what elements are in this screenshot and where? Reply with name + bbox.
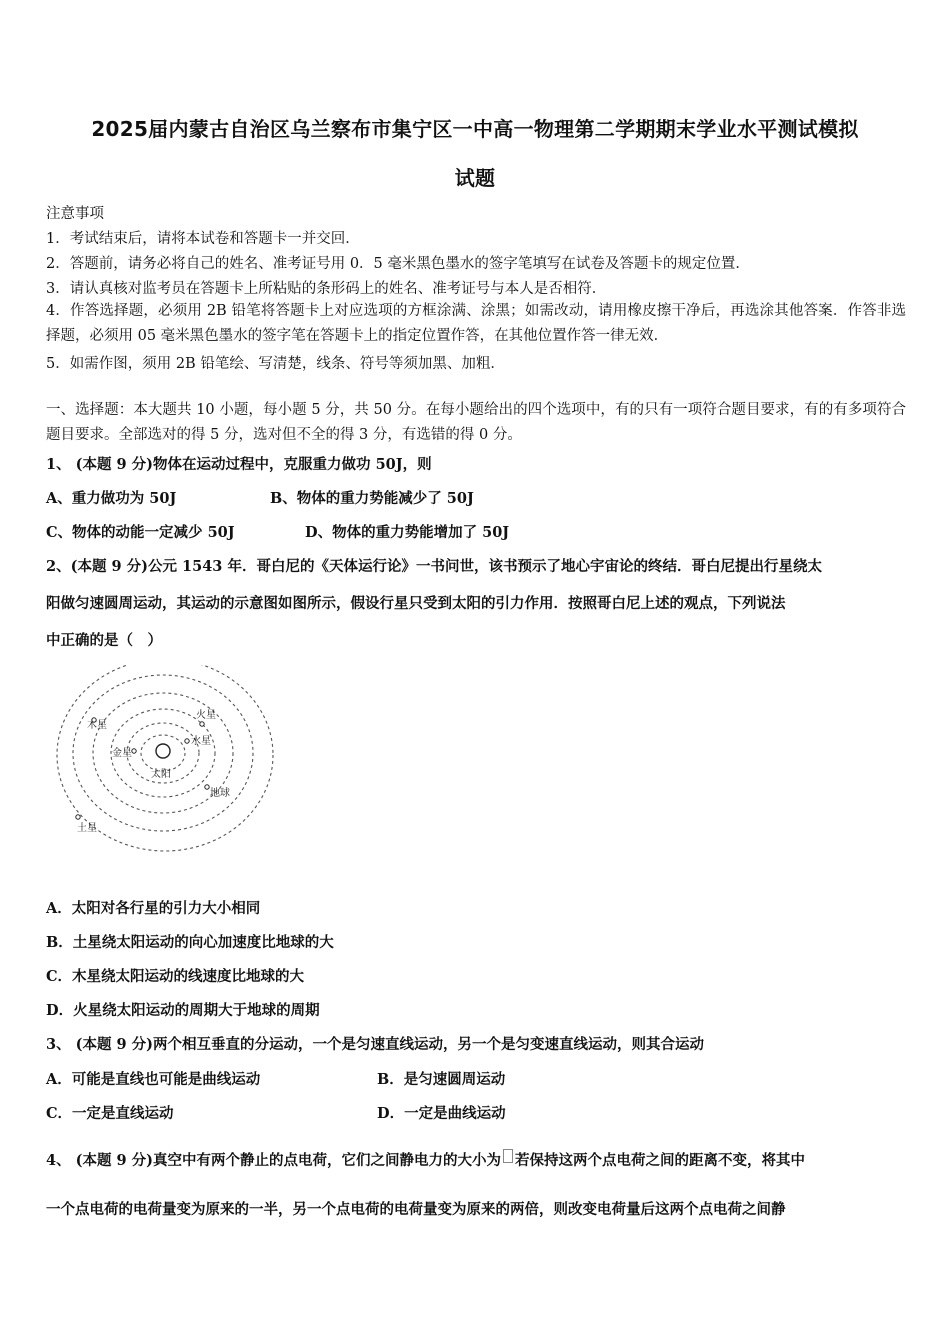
notice-item: 3．请认真核对监考员在答题卡上所粘贴的条形码上的姓名、准考证号与本人是否相符． <box>46 281 607 297</box>
solar-system-figure <box>50 665 280 865</box>
mars-icon <box>200 722 204 726</box>
q2-option-a: A．太阳对各行星的引力大小相同 <box>46 900 261 917</box>
q3-option-a: A．可能是直线也可能是曲线运动 <box>46 1071 261 1088</box>
label-sun: 太阳 <box>151 769 171 780</box>
label-venus: 金星 <box>112 748 132 759</box>
notice-item: 1．考试结束后，请将本试卷和答题卡一并交回． <box>46 231 360 247</box>
notice-heading: 注意事项 <box>46 206 104 222</box>
q4-text-part2: 若保持这两个点电荷之间的距离不变，将其中 <box>515 1152 806 1169</box>
q3-option-c: C．一定是直线运动 <box>46 1105 174 1122</box>
q1-option-b: B、物体的重力势能减少了 50J <box>270 490 474 507</box>
label-saturn: 土星 <box>77 823 97 834</box>
section-heading: 一、选择题：本大题共 10 小题，每小题 5 分，共 50 分。在每小题给出的四个选项中，有的只有一项符合题目要求，有的有多项符合题目要求。全部选对的得 5 分，选对但不全的得 3 分，有选错的得 0 分。 <box>46 402 906 443</box>
question-4-stem <box>46 1149 805 1170</box>
q1-option-a: A、重力做功为 50J <box>46 490 177 507</box>
q1-option-d: D、物体的重力势能增加了 50J <box>305 524 510 541</box>
question-2-stem: 2、(本题 9 分)公元 1543 年．哥白尼的《天体运行论》一书问世，该书预示了地心宇宙论的终结．哥白尼提出行星绕太 <box>46 558 822 575</box>
q2-option-c: C．木星绕太阳运动的线速度比地球的大 <box>46 968 305 985</box>
saturn-icon <box>76 815 80 819</box>
notice-item: 4．作答选择题，必须用 2B 铅笔将答题卡上对应选项的方框涂满、涂黑；如需改动，请用橡皮擦干净后，再选涂其他答案．作答非选择题，必须用 05 毫米黑色墨水的签字笔在答题卡上的指定位置作答，在其他位置作答一律无效． <box>46 303 906 344</box>
sun-icon <box>156 744 170 758</box>
mercury-icon <box>185 739 189 743</box>
label-mars: 火星 <box>196 710 216 721</box>
question-2-stem: 阳做匀速圆周运动，其运动的示意图如图所示，假设行星只受到太阳的引力作用．按照哥白尼上述的观点，下列说法 <box>46 595 786 612</box>
q1-option-c: C、物体的动能一定减少 50J <box>46 524 235 541</box>
page-title: 2025届内蒙古自治区乌兰察布市集宁区一中高一物理第二学期期末学业水平测试模拟 <box>91 117 859 141</box>
q4-text-part1: 4、 (本题 9 分)真空中有两个静止的点电荷，它们之间静电力的大小为 <box>46 1152 502 1169</box>
page-title-cont: 试题 <box>454 166 496 190</box>
notice-item: 5．如需作图，须用 2B 铅笔绘、写清楚，线条、符号等须加黑、加粗． <box>46 356 505 372</box>
notice-item: 2．答题前，请务必将自己的姓名、准考证号用 0．5 毫米黑色墨水的签字笔填写在试卷及答题卡的规定位置． <box>46 256 750 272</box>
q3-option-d: D．一定是曲线运动 <box>377 1105 506 1122</box>
venus-icon <box>132 749 136 753</box>
label-earth: 地球 <box>210 788 230 799</box>
question-4-stem-cont: 一个点电荷的电荷量变为原来的一半，另一个点电荷的电荷量变为原来的两倍，则改变电荷量后这两个点电荷之间静 <box>46 1201 786 1218</box>
earth-icon <box>205 785 209 789</box>
label-mercury: 水星 <box>191 736 211 747</box>
formula-placeholder-icon <box>503 1149 513 1163</box>
question-3-stem: 3、 (本题 9 分)两个相互垂直的分运动，一个是匀速直线运动，另一个是匀变速直线运动，则其合运动 <box>46 1036 705 1053</box>
label-jupiter: 木星 <box>87 720 107 731</box>
q3-option-b: B．是匀速圆周运动 <box>377 1071 506 1088</box>
question-2-stem: 中正确的是（ ） <box>46 632 162 649</box>
question-1-stem: 1、 (本题 9 分)物体在运动过程中，克服重力做功 50J，则 <box>46 456 432 473</box>
q2-option-d: D．火星绕太阳运动的周期大于地球的周期 <box>46 1002 320 1019</box>
q2-option-b: B．土星绕太阳运动的向心加速度比地球的大 <box>46 934 334 951</box>
